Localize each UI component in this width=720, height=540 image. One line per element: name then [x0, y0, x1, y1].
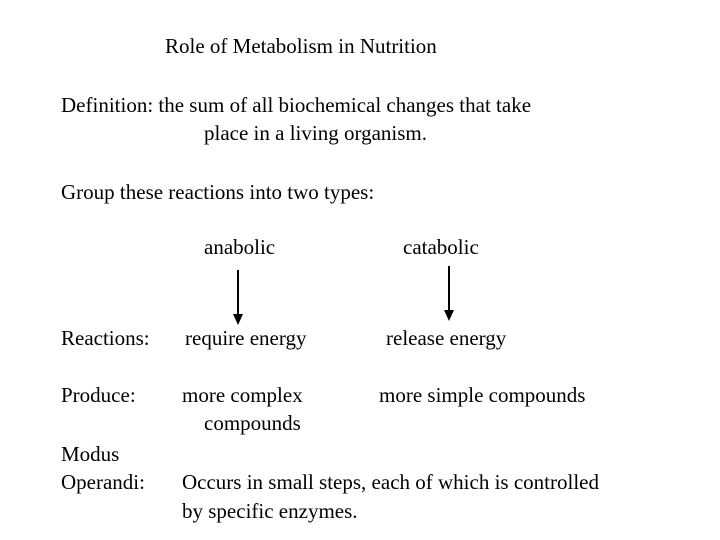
modus-label-line-1: Modus [61, 442, 120, 466]
produce-catabolic: more simple compounds [379, 383, 586, 407]
anabolic-heading: anabolic [204, 235, 276, 259]
catabolic-heading: catabolic [403, 235, 479, 259]
catabolic-arrow-icon [443, 266, 455, 322]
produce-anabolic-line-1: more complex [182, 383, 303, 407]
definition-line-2: place in a living organism. [204, 121, 427, 145]
produce-anabolic-line-2: compounds [204, 411, 301, 435]
modus-text-line-1: Occurs in small steps, each of which is controlled [182, 470, 599, 494]
modus-text-line-2: by specific enzymes. [182, 499, 358, 523]
modus-label-line-2: Operandi: [61, 470, 145, 494]
produce-label: Produce: [61, 383, 136, 407]
group-intro: Group these reactions into two types: [61, 180, 375, 204]
anabolic-arrow-icon [232, 270, 244, 326]
reactions-anabolic: require energy [185, 326, 307, 350]
reactions-label: Reactions: [61, 326, 150, 350]
reactions-catabolic: release energy [386, 326, 507, 350]
definition-line-1: Definition: the sum of all biochemical changes that take [61, 93, 532, 117]
page-title: Role of Metabolism in Nutrition [165, 34, 437, 58]
